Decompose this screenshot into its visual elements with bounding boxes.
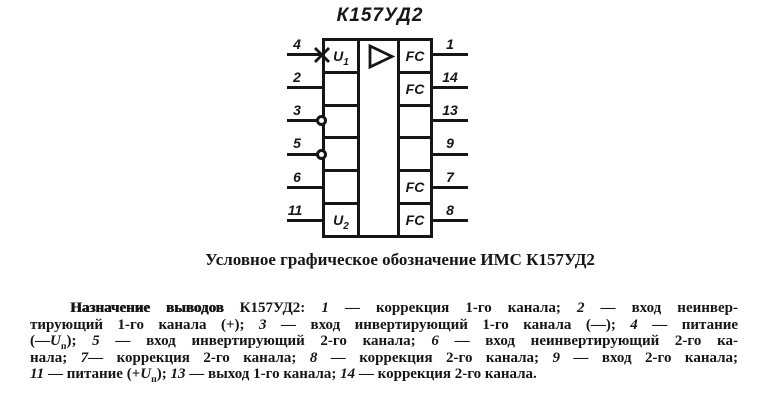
pin-description-line: Назначение выводов К157УД2: 1 — коррекция 1-го канала; 2 — вход неинвер-: [70, 300, 738, 316]
ic-part-number-title: К157УД2: [336, 5, 424, 26]
cell-pin13: [400, 107, 430, 140]
cell-pin2: [325, 74, 357, 107]
cell-fc-pin14: [400, 74, 430, 107]
power-cross-icon: [313, 46, 331, 64]
pin-description-line: 11 — питание $(+U_п)$; 13 — выход 1-го канала; 14 — коррекция 2-го канала.: [30, 366, 537, 385]
inversion-dot-icon: [316, 149, 327, 160]
pin-description: [30, 300, 738, 383]
pin-number-13: 13: [442, 102, 458, 118]
cell-fc-pin7: [400, 172, 430, 205]
pin-lead-2: [287, 86, 322, 89]
figure-caption: Условное графическое обозначение ИМС К157УД2: [205, 250, 595, 269]
pin-lead-1: [433, 53, 468, 56]
cell-u2: [325, 205, 357, 235]
pin-number-6: 6: [293, 169, 301, 185]
cell-fc-pin8: [400, 205, 430, 235]
cell-fc-pin1: [400, 41, 430, 74]
pin-number-5: 5: [293, 135, 301, 151]
fc-label: FC: [405, 179, 425, 196]
pin-number-2: 2: [293, 69, 301, 85]
fc-label: FC: [405, 80, 425, 97]
cell-pin5: [325, 139, 357, 172]
pin-lead-9: [433, 153, 468, 156]
pin-description-line: $(—U_п)$; 5 — вход инвертирующий 2-го канала; 6 — вход неинвертирующий 2-го ка-: [30, 333, 738, 352]
pin-number-4: 4: [293, 36, 301, 52]
pin-lead-14: [433, 86, 468, 89]
ic-body-outline: [322, 38, 433, 238]
pin-number-3: 3: [293, 102, 301, 118]
pin-number-14: 14: [442, 69, 458, 85]
u2-label: $U_2$: [333, 212, 349, 232]
pin-lead-6: [287, 186, 322, 189]
pin-number-11: 11: [287, 202, 303, 218]
pin-description-line: нала; 7— коррекция 2-го канала; 8 — коррекция 2-го канала; 9 — вход 2-го канала;: [30, 349, 738, 366]
fc-label: FC: [405, 47, 425, 64]
inversion-dot-icon: [316, 115, 327, 126]
pin-description-line: тирующий 1-го канала (+); 3 — вход инвертирующий 1-го канала (—); 4 — питание: [30, 316, 739, 333]
pin-lead-7: [433, 186, 468, 189]
u1-label: $U_1$: [333, 47, 349, 68]
pin-lead-11: [287, 219, 322, 222]
pin-number-1: 1: [446, 36, 454, 52]
pin-lead-13: [433, 119, 468, 122]
pin-number-9: 9: [446, 135, 454, 151]
pin-lead-8: [433, 219, 468, 222]
amplifier-triangle-icon: [367, 44, 395, 70]
cell-pin9: [400, 139, 430, 172]
left-function-column: [325, 41, 360, 235]
pin-number-7: 7: [446, 169, 454, 185]
right-function-column: [397, 41, 430, 235]
pin-number-8: 8: [446, 202, 454, 218]
fc-label: FC: [405, 212, 425, 229]
cell-pin6: [325, 172, 357, 205]
cell-pin3: [325, 107, 357, 140]
